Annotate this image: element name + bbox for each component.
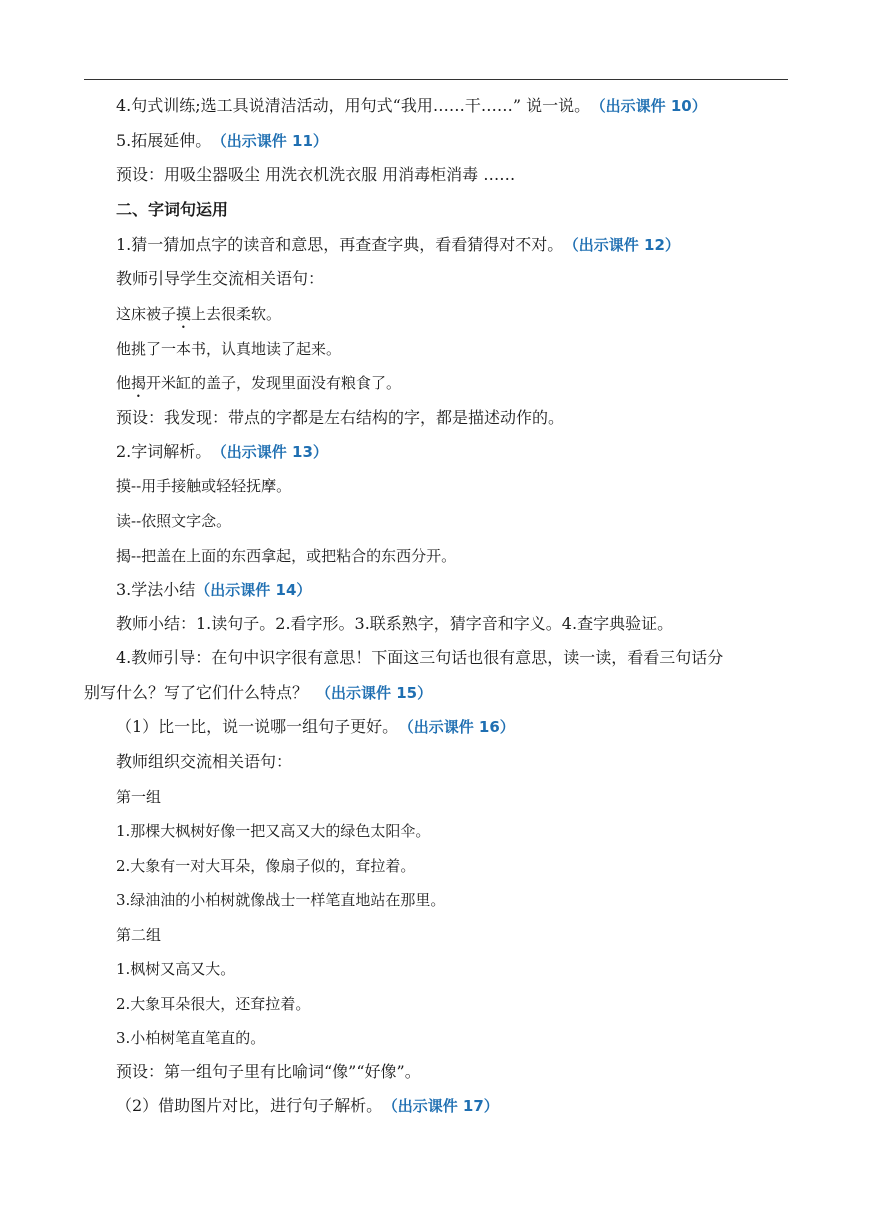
- courseware-ref-14: （出示课件 14）: [195, 581, 312, 599]
- dotted-character: 揭: [131, 374, 147, 392]
- dotted-character: 摸: [176, 305, 192, 323]
- paragraph-picture-compare: （2）借助图片对比，进行句子解析。 （出示课件 17）: [116, 1096, 499, 1115]
- definition-mo: 摸--用手接触或轻轻抚摩。: [116, 477, 292, 495]
- paragraph-teacher-guide-2: 4.教师引导：在句中识字很有意思！下面这三句话也很有意思，读一读，看看三句话分: [116, 648, 724, 667]
- definition-jie: 揭--把盖在上面的东西拿起，或把粘合的东西分开。: [116, 547, 457, 565]
- courseware-ref-11: （出示课件 11）: [219, 132, 328, 150]
- courseware-ref-12: （出示课件 12）: [571, 236, 680, 254]
- courseware-ref-13: （出示课件 13）: [219, 443, 328, 461]
- definition-du: 读--依照文字念。: [116, 512, 232, 530]
- group-one-sentence-1: 1.那棵大枫树好像一把又高又大的绿色太阳伞。: [116, 822, 431, 840]
- paragraph-sentence-training: 4.句式训练;选工具说清洁活动，用句式“我用……干……” 说一说。 （出示课件 10）: [116, 96, 707, 115]
- example-sentence-mo: 这床被子摸上去很柔软。: [116, 305, 282, 323]
- group-two-sentence-3: 3.小柏树笔直笔直的。: [116, 1029, 266, 1047]
- paragraph-preset-tools: 预设：用吸尘器吸尘 用洗衣机洗衣服 用消毒柜消毒 ……: [116, 165, 516, 184]
- header-rule: [84, 79, 788, 80]
- paragraph-preset-discovery: 预设：我发现：带点的字都是左右结构的字，都是描述动作的。: [116, 408, 565, 427]
- group-one-sentence-3: 3.绿油油的小柏树就像战士一样笔直地站在那里。: [116, 891, 446, 909]
- paragraph-teacher-guide-2-cont: 别写什么？写了它们什么特点？ （出示课件 15）: [84, 683, 433, 702]
- example-sentence-du: 他挑了一本书，认真地读了起来。: [116, 340, 342, 358]
- group-two-sentence-1: 1.枫树又高又大。: [116, 960, 236, 978]
- paragraph-teacher-guide: 教师引导学生交流相关语句：: [116, 269, 325, 288]
- paragraph-guess-characters: 1.猜一猜加点字的读音和意思，再查查字典，看看猜得对不对。 （出示课件 12）: [116, 235, 680, 254]
- paragraph-compare: （1）比一比，说一说哪一组句子更好。 （出示课件 16）: [116, 717, 515, 736]
- courseware-ref-17: （出示课件 17）: [390, 1097, 499, 1115]
- group-one-label: 第一组: [116, 788, 162, 806]
- group-one-sentence-2: 2.大象有一对大耳朵，像扇子似的，耷拉着。: [116, 857, 416, 875]
- example-sentence-jie: 他揭开米缸的盖子，发现里面没有粮食了。: [116, 374, 402, 392]
- courseware-ref-16: （出示课件 16）: [406, 718, 515, 736]
- paragraph-teacher-organize: 教师组织交流相关语句：: [116, 752, 293, 771]
- courseware-ref-15: （出示课件 15）: [316, 684, 433, 702]
- section-heading-word-usage: 二、字词句运用: [116, 200, 229, 219]
- paragraph-word-analysis: 2.字词解析。 （出示课件 13）: [116, 442, 328, 461]
- paragraph-extension: 5.拓展延伸。 （出示课件 11）: [116, 131, 328, 150]
- paragraph-teacher-summary: 教师小结：1.读句子。2.看字形。3.联系熟字，猜字音和字义。4.查字典验证。: [116, 614, 674, 633]
- courseware-ref-10: （出示课件 10）: [598, 97, 707, 115]
- group-two-label: 第二组: [116, 926, 162, 944]
- paragraph-preset-metaphor: 预设：第一组句子里有比喻词“像”“好像”。: [116, 1062, 421, 1081]
- group-two-sentence-2: 2.大象耳朵很大，还耷拉着。: [116, 995, 311, 1013]
- paragraph-method-summary: 3.学法小结（出示课件 14）: [116, 580, 312, 599]
